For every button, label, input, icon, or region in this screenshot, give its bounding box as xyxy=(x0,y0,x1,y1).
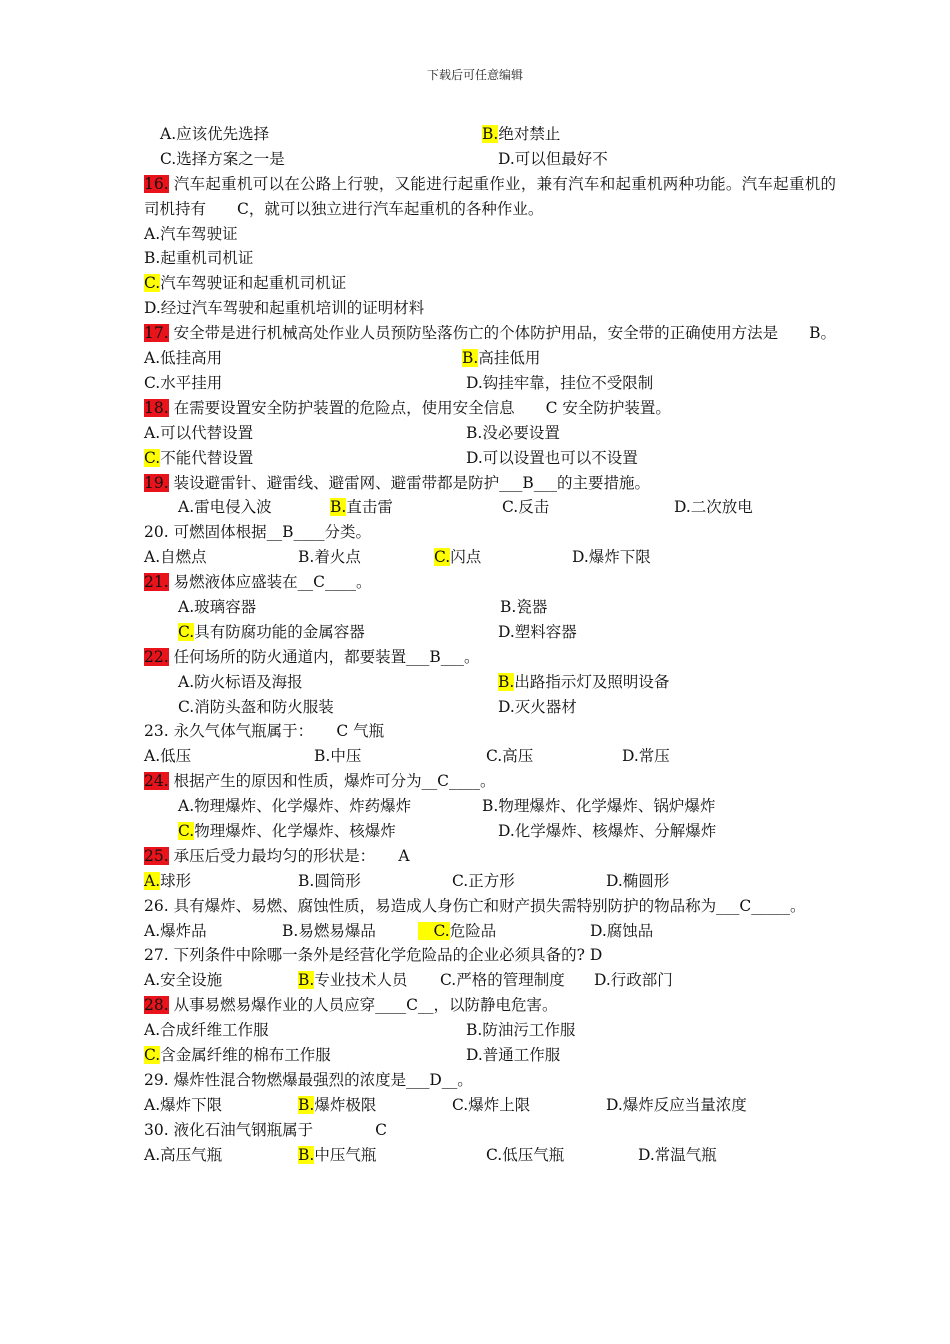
answer-options-row xyxy=(144,695,836,720)
answer-option: A.低压 xyxy=(144,747,192,766)
answer-options-row xyxy=(144,869,836,894)
answer-options-row xyxy=(144,271,836,296)
answer-option xyxy=(462,346,540,371)
question-number: 20. xyxy=(144,523,169,542)
answer-option: A.爆炸下限 xyxy=(144,1095,223,1114)
correct-answer-highlight: C. xyxy=(144,1046,161,1065)
answer-options-row xyxy=(144,794,836,819)
question-body: 从事易燃易爆作业的人员应穿____C__，以防静电危害。 xyxy=(168,996,558,1015)
answer-option: C.正方形 xyxy=(452,871,515,890)
answer-text: 不能代替设置 xyxy=(160,448,254,467)
answer-options-row xyxy=(144,545,836,570)
answer-option xyxy=(144,446,253,471)
question-number: 19. xyxy=(144,473,169,492)
answer-option xyxy=(178,620,365,645)
question-body: 装设避雷针、避雷线、避雷网、避雷带都是防护___B___的主要措施。 xyxy=(168,473,650,492)
answer-options-row xyxy=(144,371,836,396)
answer-option: B.易燃易爆品 xyxy=(282,921,376,940)
question-number: 17. xyxy=(144,324,169,343)
answer-option: C.高压 xyxy=(486,747,534,766)
answer-text: 绝对禁止 xyxy=(498,125,561,143)
question-body: 在需要设置安全防护装置的危险点，使用安全信息 C 安全防护装置。 xyxy=(168,398,671,417)
answer-text: 出路指示灯及照明设备 xyxy=(514,672,670,691)
question-number: 23. xyxy=(144,722,169,741)
answer-option: B.没必要设置 xyxy=(466,423,560,442)
question-number: 27. xyxy=(144,946,169,965)
question-body: 根据产生的原因和性质，爆炸可分为__C____。 xyxy=(168,772,496,791)
answer-options-row xyxy=(144,620,836,645)
answer-text: 汽车驾驶证和起重机司机证 xyxy=(160,274,347,293)
answer-option: D.可以但最好不 xyxy=(498,149,608,168)
question-text xyxy=(144,769,836,794)
question-text xyxy=(144,1068,836,1093)
answer-option: A.可以代替设置 xyxy=(144,423,254,442)
answer-options-row xyxy=(144,1143,836,1168)
question-number: 18. xyxy=(144,398,169,417)
answer-option: A.防火标语及海报 xyxy=(178,672,303,691)
answer-option xyxy=(144,869,191,894)
answer-option: A.自燃点 xyxy=(144,548,207,567)
question-body: 下列条件中除哪一条外是经营化学危险品的企业必须具备的? D xyxy=(168,946,603,965)
question-text xyxy=(144,645,836,670)
answer-options-row xyxy=(144,744,836,769)
correct-answer-highlight: B. xyxy=(298,1095,315,1114)
question-text xyxy=(144,471,836,496)
correct-answer-highlight: B. xyxy=(298,971,315,990)
answer-text: 高挂低用 xyxy=(478,349,541,368)
answer-option: D.常温气瓶 xyxy=(638,1145,717,1164)
question-body: 永久气体气瓶属于： C 气瓶 xyxy=(168,722,385,741)
answer-option xyxy=(482,122,560,147)
answer-options-row xyxy=(144,819,836,844)
answer-option: C.爆炸上限 xyxy=(452,1095,531,1114)
answer-option: C.水平挂用 xyxy=(144,373,223,392)
answer-option: D.钩挂牢靠，挂位不受限制 xyxy=(466,373,654,392)
correct-answer-highlight: C. xyxy=(178,821,195,840)
answer-option: D.化学爆炸、核爆炸、分解爆炸 xyxy=(498,821,717,840)
question-number: 30. xyxy=(144,1120,169,1139)
answer-option xyxy=(418,919,496,944)
answer-option: D.灭火器材 xyxy=(498,697,577,716)
answer-option: A.合成纤维工作服 xyxy=(144,1021,269,1040)
answer-option: C.消防头盔和防火服装 xyxy=(178,697,334,716)
answer-option: C.选择方案之一是 xyxy=(160,149,285,168)
answer-option: C.低压气瓶 xyxy=(486,1145,565,1164)
answer-text: 中压气瓶 xyxy=(314,1145,377,1164)
answer-option: D.经过汽车驾驶和起重机培训的证明材料 xyxy=(144,299,425,318)
answer-option: D.常压 xyxy=(622,747,670,766)
question-body: 汽车起重机可以在公路上行驶，又能进行起重作业，兼有汽车和起重机两种功能。汽车起重机的司机持有 C，就可以独立进行汽车起重机的各种作业。 xyxy=(144,174,836,218)
answer-option: B.圆筒形 xyxy=(298,871,361,890)
correct-answer-highlight: C. xyxy=(144,448,161,467)
answer-option: A.安全设施 xyxy=(144,971,223,990)
answer-option: A.应该优先选择 xyxy=(160,125,270,143)
answer-option xyxy=(498,670,669,695)
answer-option xyxy=(434,545,481,570)
answer-text: 含金属纤维的棉布工作服 xyxy=(160,1046,331,1065)
answer-options-row xyxy=(144,1043,836,1068)
answer-text: 闪点 xyxy=(450,548,482,567)
answer-text: 爆炸极限 xyxy=(314,1095,377,1114)
answer-options-row xyxy=(144,1093,836,1118)
answer-option xyxy=(298,1093,376,1118)
question-number: 22. xyxy=(144,647,169,666)
answer-option: D.腐蚀品 xyxy=(590,921,654,940)
answer-option xyxy=(298,968,407,993)
question-number: 24. xyxy=(144,772,169,791)
answer-option: B.防油污工作服 xyxy=(466,1021,576,1040)
question-text xyxy=(144,172,836,222)
question-text xyxy=(144,570,836,595)
answer-option: A.汽车驾驶证 xyxy=(144,224,238,243)
question-number: 16. xyxy=(144,174,169,193)
question-body: 爆炸性混合物燃爆最强烈的浓度是___D__。 xyxy=(168,1070,473,1089)
question-body: 安全带是进行机械高处作业人员预防坠落伤亡的个体防护用品，安全带的正确使用方法是 B。 xyxy=(168,324,836,343)
answer-options-row xyxy=(144,595,836,620)
answer-options-row xyxy=(144,446,836,471)
answer-options-row xyxy=(144,1018,836,1043)
answer-options-row xyxy=(144,495,836,520)
answer-options-row xyxy=(144,222,836,247)
question-text xyxy=(144,719,836,744)
answer-option: A.物理爆炸、化学爆炸、炸药爆炸 xyxy=(178,797,412,816)
answer-option xyxy=(144,1043,331,1068)
correct-answer-highlight: C. xyxy=(418,921,450,940)
question-text xyxy=(144,396,836,421)
question-text xyxy=(144,321,836,346)
question-text xyxy=(144,1118,836,1143)
answer-options-row xyxy=(144,246,836,271)
answer-options-row xyxy=(144,421,836,446)
correct-answer-highlight: C. xyxy=(144,274,161,293)
answer-option: D.塑料容器 xyxy=(498,622,577,641)
answer-option: A.低挂高用 xyxy=(144,349,223,368)
question-text xyxy=(144,993,836,1018)
correct-answer-highlight: C. xyxy=(434,548,451,567)
answer-option: D.可以设置也可以不设置 xyxy=(466,448,638,467)
answer-text: 危险品 xyxy=(449,921,497,940)
answer-options-row xyxy=(144,296,836,321)
answer-option: D.爆炸反应当量浓度 xyxy=(606,1095,747,1114)
answer-option: B.物理爆炸、化学爆炸、锅炉爆炸 xyxy=(482,797,716,816)
answer-option: B.中压 xyxy=(314,747,362,766)
answer-option xyxy=(144,271,346,296)
question-number: 21. xyxy=(144,573,169,592)
page-header: 下载后可任意编辑 xyxy=(426,68,523,82)
answer-option: B.起重机司机证 xyxy=(144,249,254,268)
answer-option: A.高压气瓶 xyxy=(144,1145,223,1164)
question-body: 承压后受力最均匀的形状是： A xyxy=(168,846,410,865)
correct-answer-highlight: C. xyxy=(178,622,195,641)
correct-answer-highlight: B. xyxy=(330,498,347,517)
correct-answer-highlight: A. xyxy=(144,871,161,890)
answer-options-row xyxy=(144,346,836,371)
answer-text: 专业技术人员 xyxy=(314,971,408,990)
answer-option xyxy=(330,495,393,520)
answer-option: B.着火点 xyxy=(298,548,361,567)
question-body: 可燃固体根据__B____分类。 xyxy=(168,523,371,542)
answer-option: C.严格的管理制度 xyxy=(440,971,565,990)
correct-answer-highlight: B. xyxy=(298,1145,315,1164)
answer-option: D.行政部门 xyxy=(594,971,673,990)
answer-option: A.雷电侵入波 xyxy=(178,498,272,517)
question-number: 29. xyxy=(144,1070,169,1089)
question-number: 28. xyxy=(144,996,169,1015)
answer-option: C.反击 xyxy=(502,498,550,517)
question-body: 液化石油气钢瓶属于 C xyxy=(168,1120,387,1139)
question-text xyxy=(144,894,836,919)
answer-option: A.玻璃容器 xyxy=(178,597,257,616)
question-number: 25. xyxy=(144,846,169,865)
question-body: 任何场所的防火通道内，都要装置___B___。 xyxy=(168,647,480,666)
answer-options-row xyxy=(144,968,836,993)
answer-options-row xyxy=(144,919,836,944)
answer-text: 物理爆炸、化学爆炸、核爆炸 xyxy=(194,821,396,840)
answer-text: 球形 xyxy=(160,871,192,890)
question-body: 具有爆炸、易燃、腐蚀性质，易造成人身伤亡和财产损失需特别防护的物品称为___C_____。 xyxy=(168,896,806,915)
question-list xyxy=(144,122,836,1167)
answer-text: 直击雷 xyxy=(346,498,393,517)
answer-option: D.二次放电 xyxy=(674,498,753,517)
correct-answer-highlight: B. xyxy=(482,125,499,143)
answer-option: D.椭圆形 xyxy=(606,871,670,890)
question-text xyxy=(144,520,836,545)
question-text xyxy=(144,844,836,869)
correct-answer-highlight: B. xyxy=(498,672,515,691)
answer-options-row xyxy=(144,122,836,147)
answer-option: B.瓷器 xyxy=(500,597,548,616)
answer-option: D.普通工作服 xyxy=(466,1046,561,1065)
answer-options-row xyxy=(144,147,836,172)
answer-option xyxy=(298,1143,376,1168)
question-body: 易燃液体应盛装在__C____。 xyxy=(168,573,372,592)
answer-options-row xyxy=(144,670,836,695)
answer-text: 具有防腐功能的金属容器 xyxy=(194,622,365,641)
answer-option xyxy=(178,819,396,844)
question-text xyxy=(144,943,836,968)
answer-option: D.爆炸下限 xyxy=(572,548,651,567)
correct-answer-highlight: B. xyxy=(462,349,479,368)
answer-option: A.爆炸品 xyxy=(144,921,207,940)
question-number: 26. xyxy=(144,896,169,915)
